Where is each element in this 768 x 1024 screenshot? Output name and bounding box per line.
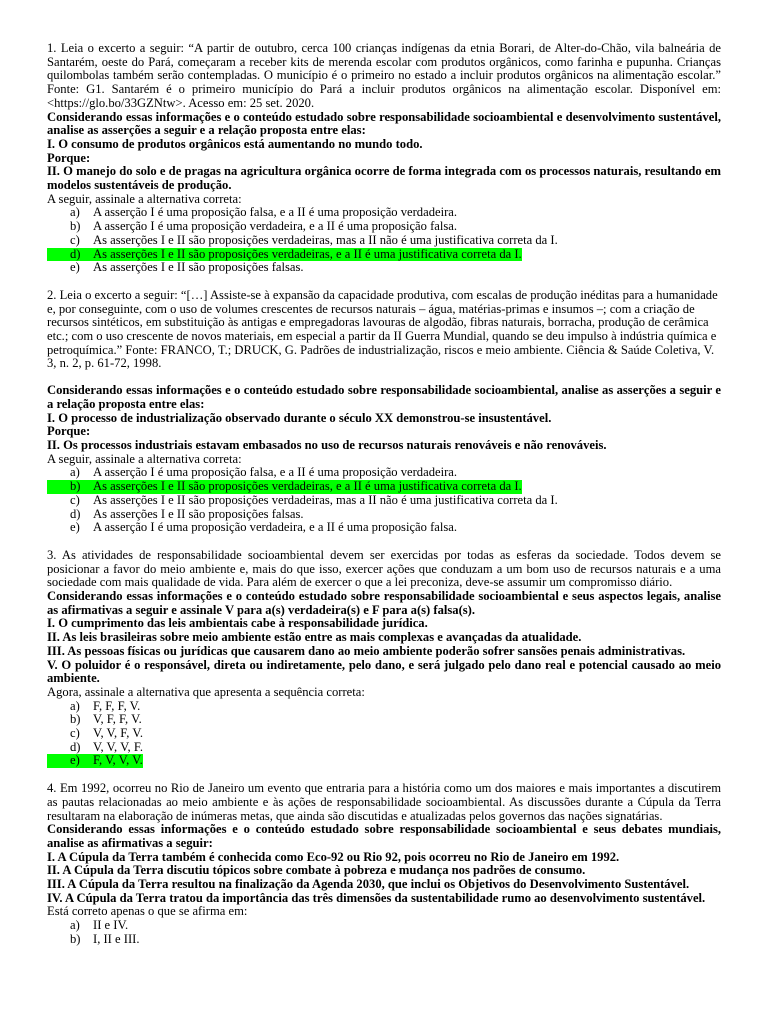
question-1 xyxy=(47,42,721,275)
question-4-options xyxy=(47,919,721,946)
question-3-option-a[interactable] xyxy=(47,700,721,714)
option-text: V, V, V, F. xyxy=(93,739,143,754)
question-2-option-d[interactable] xyxy=(47,508,721,522)
question-1-option-b[interactable] xyxy=(47,220,721,234)
option-text: V, V, F, V. xyxy=(93,726,143,741)
question-3-options xyxy=(47,700,721,769)
question-2-prompt: Considerando essas informações e o conteúdo estudado sobre responsabilidade socioambiental, analise as asserções a seguir e a relação proposta entre elas: xyxy=(47,383,721,411)
question-2-option-e[interactable] xyxy=(47,521,721,535)
question-2-statement-2: II. Os processos industriais estavam embasados no uso de recursos naturais renováveis e não renováveis. xyxy=(47,437,607,452)
question-3-option-d[interactable] xyxy=(47,741,721,755)
option-letter: c) xyxy=(70,726,80,741)
question-3-statement-3: III. As pessoas físicas ou jurídicas que causarem dano ao meio ambiente poderão sofrer sansões penais administrativas. xyxy=(47,643,686,658)
option-text: I, II e III. xyxy=(93,931,140,946)
option-letter: c) xyxy=(70,232,80,247)
option-text: F, V, V, V. xyxy=(93,753,143,768)
option-text: A asserção I é uma proposição falsa, e a II é uma proposição verdadeira. xyxy=(93,465,458,480)
option-letter: c) xyxy=(70,492,80,507)
option-letter: a) xyxy=(70,918,80,933)
question-2-option-c[interactable] xyxy=(47,494,721,508)
option-letter: b) xyxy=(70,219,81,234)
option-letter: b) xyxy=(70,712,81,727)
option-text: A asserção I é uma proposição verdadeira, e a II é uma proposição falsa. xyxy=(93,219,458,234)
option-letter: e) xyxy=(47,754,92,768)
document-page xyxy=(47,42,721,947)
option-letter: b) xyxy=(47,480,92,494)
question-2-option-b-highlighted[interactable] xyxy=(47,480,721,494)
option-letter: b) xyxy=(70,931,81,946)
question-1-option-d-highlighted[interactable] xyxy=(47,248,721,262)
question-1-instruction: A seguir, assinale a alternativa correta: xyxy=(47,191,242,206)
question-4-statement-4: IV. A Cúpula da Terra tratou da importância das três dimensões da sustentabilidade rumo ao desenvolvimento sustentável. xyxy=(47,890,706,905)
option-letter: a) xyxy=(70,698,80,713)
question-4-statement-3: III. A Cúpula da Terra resultou na finalização da Agenda 2030, que inclui os Objetivos do Desenvolvimento Sustentável. xyxy=(47,877,690,892)
question-3 xyxy=(47,549,721,768)
question-4-option-a[interactable] xyxy=(47,919,721,933)
question-1-prompt: Considerando essas informações e o conteúdo estudado sobre responsabilidade socioambiental e desenvolvimento sustentável, analise as asserções a seguir e a relação proposta entre elas: xyxy=(47,109,721,138)
question-3-option-c[interactable] xyxy=(47,727,721,741)
question-4 xyxy=(47,782,721,946)
question-2-instruction: A seguir, assinale a alternativa correta: xyxy=(47,451,242,466)
question-3-instruction: Agora, assinale a alternativa que apresenta a sequência correta: xyxy=(47,684,365,699)
spacer xyxy=(47,275,721,289)
question-3-prompt: Considerando essas informações e o conteúdo estudado sobre responsabilidade socioambiental e seus aspectos legais, analise as afirmativas a seguir e assinale V para a(s) verdadeira(s) e F para a(s) falsa(s). xyxy=(47,589,721,617)
question-2 xyxy=(47,289,721,535)
question-4-option-b[interactable] xyxy=(47,933,721,947)
question-1-option-a[interactable] xyxy=(47,206,721,220)
question-3-statement-1: I. O cumprimento das leis ambientais cabe à responsabilidade jurídica. xyxy=(47,616,428,631)
question-1-intro: 1. Leia o excerto a seguir: “A partir de outubro, cerca 100 crianças indígenas da etnia Borari, de Alter-do-Chão, vila balneária de Santarém, oeste do Pará, começaram a receber kits de merenda escolar com produtos orgânicos, como farinha e pupunha. Crianças quilombolas também serão contempladas. O município é o primeiro no estado a incluir produtos orgânicos na alimentação escolar.” Fonte: G1. Santarém é o primeiro município do Pará a incluir produtos orgânicos na alimentação escolar. Disponível em: <https://glo.bo/33GZNtw>. Acesso em: 25 set. 2020. xyxy=(47,41,721,110)
question-2-option-a[interactable] xyxy=(47,466,721,480)
option-letter: a) xyxy=(70,205,80,220)
question-4-intro: 4. Em 1992, ocorreu no Rio de Janeiro um evento que entraria para a história como um dos maiores e mais importantes a discutirem as pautas relacionadas ao meio ambiente e às ações de responsabilidade socioambiental. As discussões durante a Cúpula da Terra resultaram na elaboração de inúmeras metas, que ainda são discutidas e atualizadas pelos governos das nações signatárias. xyxy=(47,781,721,823)
option-text: As asserções I e II são proposições verdadeiras, e a II é uma justificativa correta da I. xyxy=(93,246,522,261)
spacer xyxy=(47,535,721,549)
question-3-intro: 3. As atividades de responsabilidade socioambiental devem ser exercidas por todas as esferas da sociedade. Todos devem se posicionar a favor do meio ambiente e, mais do que isso, exercer ações que conduzam a um bom uso de recursos naturais e a uma sociedade com mais qualidade de vida. Para além de exercer o que a lei preconiza, deve-se assumir um compromisso diário. xyxy=(47,547,721,590)
question-3-option-b[interactable] xyxy=(47,713,721,727)
question-3-statement-2: II. As leis brasileiras sobre meio ambiente estão entre as mais complexas e avançadas da atualidade. xyxy=(47,630,582,645)
option-letter: d) xyxy=(70,506,81,521)
option-text: A asserção I é uma proposição verdadeira, e a II é uma proposição falsa. xyxy=(93,520,458,535)
question-1-statement-2: II. O manejo do solo e de pragas na agricultura orgânica ocorre de forma integrada com os processos naturais, resultando em modelos sustentáveis de produção. xyxy=(47,164,721,193)
option-letter: d) xyxy=(70,739,81,754)
question-2-options xyxy=(47,466,721,535)
option-letter: a) xyxy=(70,465,80,480)
question-2-porque: Porque: xyxy=(47,424,91,439)
spacer xyxy=(47,768,721,782)
option-text: As asserções I e II são proposições verdadeiras, mas a II não é uma justificativa correta da I. xyxy=(93,232,558,247)
question-4-statement-2: II. A Cúpula da Terra discutiu tópicos sobre combate à pobreza e mudança nos padrões de consumo. xyxy=(47,863,586,878)
question-1-porque: Porque: xyxy=(47,150,91,165)
question-2-statement-1: I. O processo de industrialização observado durante o século XX demonstrou-se insustentável. xyxy=(47,410,552,425)
question-1-options xyxy=(47,206,721,275)
option-text: As asserções I e II são proposições falsas. xyxy=(93,506,304,521)
option-text: As asserções I e II são proposições falsas. xyxy=(93,260,304,275)
option-text: As asserções I e II são proposições verdadeiras, mas a II não é uma justificativa correta da I. xyxy=(93,492,558,507)
option-text: F, F, F, V. xyxy=(93,698,141,713)
question-1-option-e[interactable] xyxy=(47,261,721,275)
option-letter: d) xyxy=(47,248,92,262)
option-text: V, F, F, V. xyxy=(93,712,142,727)
question-3-statement-4: V. O poluidor é o responsável, direta ou indiretamente, pelo dano, e será julgado pelo dano real e potencial causado ao meio ambiente. xyxy=(47,657,721,686)
option-text: As asserções I e II são proposições verdadeiras, e a II é uma justificativa correta da I. xyxy=(93,479,522,494)
option-text: A asserção I é uma proposição falsa, e a II é uma proposição verdadeira. xyxy=(93,205,458,220)
question-1-statement-1: I. O consumo de produtos orgânicos está aumentando no mundo todo. xyxy=(47,136,423,151)
question-2-intro: 2. Leia o excerto a seguir: “[…] Assiste-se à expansão da capacidade produtiva, com escalas de produção inéditas para a humanidade e, por conseguinte, com o uso de volumes crescentes de recursos naturais – água, matérias-primas e insumos –; com a criação de recursos sintéticos, em substituição às antigas e empregadoras lavouras de algodão, fibras naturais, borracha, produção de cerâmica etc.; com o uso crescente de novos materiais, em especial a partir da II Guerra Mundial, quando se deu impulso à indústria química e petroquímica.” Fonte: FRANCO, T.; DRUCK, G. Padrões de industrialização, riscos e meio ambiente. Ciência & Saúde Coletiva, V. 3, n. 2, p. 61-72, 1998. xyxy=(47,287,718,371)
question-4-prompt: Considerando essas informações e o conteúdo estudado sobre responsabilidade socioambiental e seus debates mundiais, analise as afirmativas a seguir: xyxy=(47,822,721,850)
option-letter: e) xyxy=(70,520,80,535)
question-3-option-e-highlighted[interactable] xyxy=(47,754,721,768)
option-letter: e) xyxy=(70,260,80,275)
question-1-option-c[interactable] xyxy=(47,234,721,248)
option-text: II e IV. xyxy=(93,918,129,933)
question-4-instruction: Está correto apenas o que se afirma em: xyxy=(47,904,248,919)
question-4-statement-1: I. A Cúpula da Terra também é conhecida como Eco-92 ou Rio 92, pois ocorreu no Rio de Janeiro em 1992. xyxy=(47,849,620,864)
